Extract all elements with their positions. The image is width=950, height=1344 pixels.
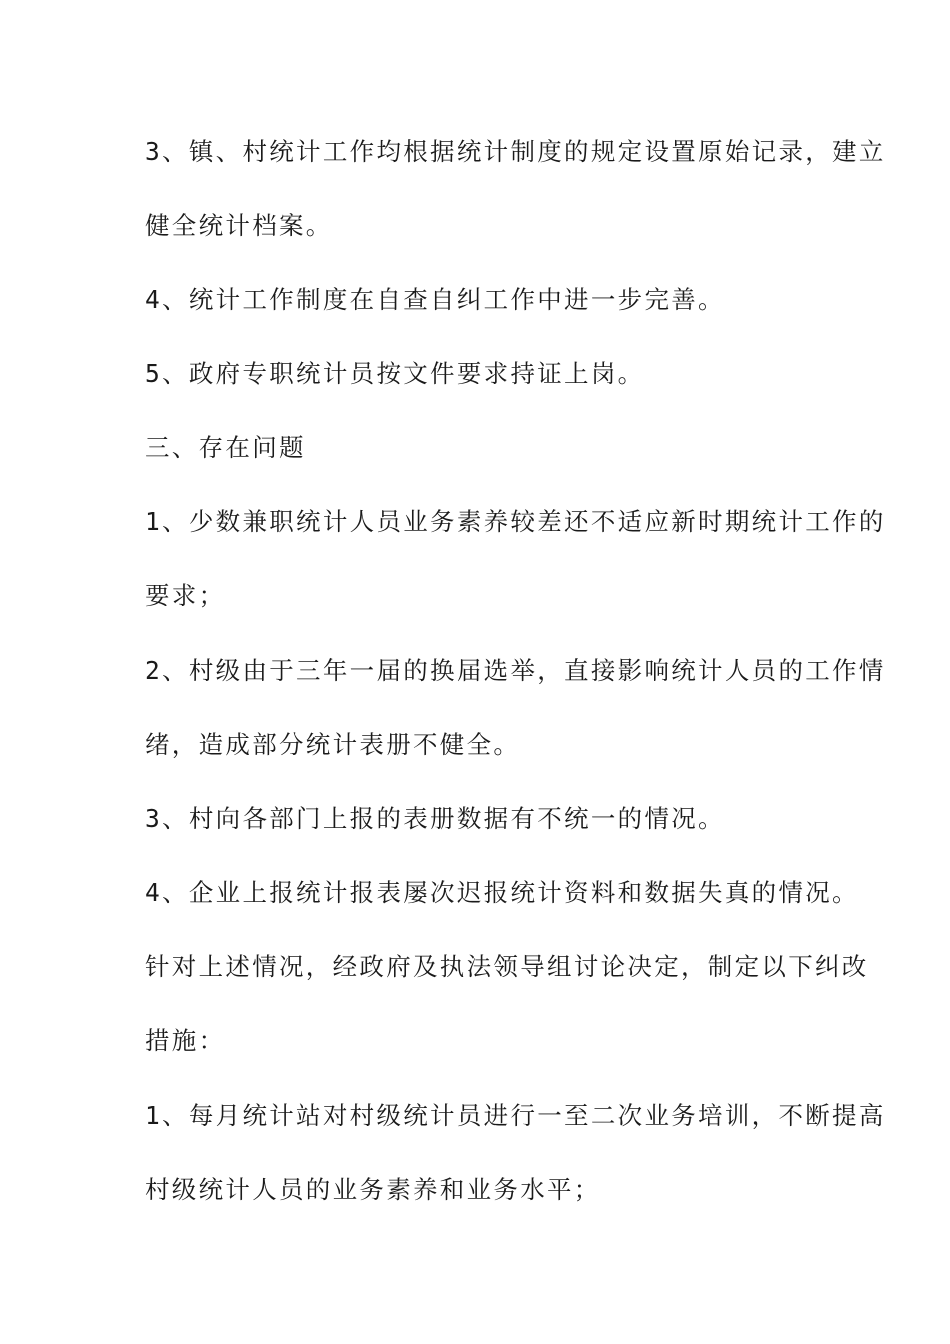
text-line-4: 5、政府专职统计员按文件要求持证上岗。 xyxy=(145,359,645,388)
text-line-2: 健全统计档案。 xyxy=(145,211,333,240)
text-line-3: 4、统计工作制度在自查自纠工作中进一步完善。 xyxy=(145,285,725,314)
text-line-1: 3、镇、村统计工作均根据统计制度的规定设置原始记录，建立 xyxy=(145,137,886,166)
text-line-7: 要求； xyxy=(145,581,226,610)
section-heading: 三、存在问题 xyxy=(145,433,306,462)
text-line-13: 措施： xyxy=(145,1026,226,1055)
text-line-12: 针对上述情况，经政府及执法领导组讨论决定，制定以下纠改 xyxy=(145,952,869,981)
text-line-9: 绪，造成部分统计表册不健全。 xyxy=(145,730,521,759)
text-line-15: 村级统计人员的业务素养和业务水平； xyxy=(145,1175,601,1204)
text-line-14: 1、每月统计站对村级统计员进行一至二次业务培训，不断提高 xyxy=(145,1101,886,1130)
text-line-8: 2、村级由于三年一届的换届选举，直接影响统计人员的工作情 xyxy=(145,656,886,685)
text-line-10: 3、村向各部门上报的表册数据有不统一的情况。 xyxy=(145,804,725,833)
text-line-6: 1、少数兼职统计人员业务素养较差还不适应新时期统计工作的 xyxy=(145,507,886,536)
text-line-11: 4、企业上报统计报表屡次迟报统计资料和数据失真的情况。 xyxy=(145,878,859,907)
